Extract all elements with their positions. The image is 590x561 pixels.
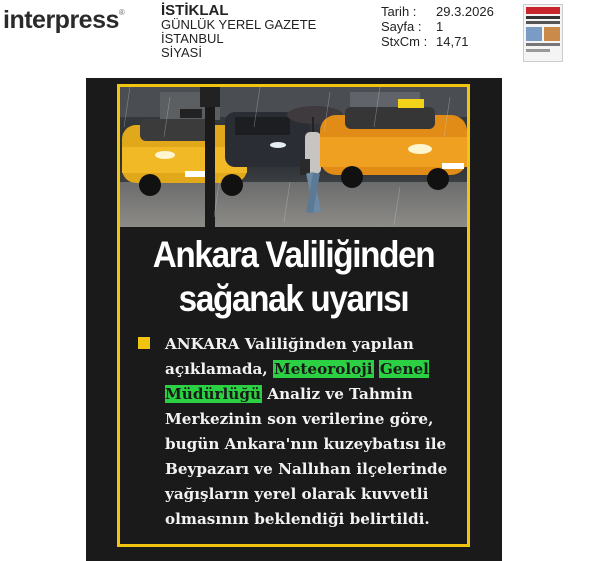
meta-value: 29.3.2026: [436, 4, 494, 19]
meta-key: StxCm :: [381, 34, 428, 49]
body-text-part: ANKARA Valiliğinden yapılan açıklamada,: [165, 335, 414, 378]
publication-name: İSTİKLAL: [161, 2, 229, 19]
meta-row-page: [381, 19, 494, 34]
logo-text: interpress: [3, 6, 119, 34]
clipping-header: [0, 0, 590, 70]
article-headline: [137, 233, 449, 321]
publication-info: [161, 4, 316, 60]
meta-value: 14,71: [436, 34, 469, 49]
clipping-meta: [381, 4, 494, 49]
meta-key: Tarih :: [381, 4, 417, 19]
publication-city: İSTANBUL: [161, 31, 224, 46]
headline-line-1: Ankara Valiliğinden: [152, 234, 435, 275]
logo-registered-mark: ®: [118, 8, 125, 17]
article-body: [165, 332, 465, 532]
body-text-part: Analiz ve Tahmin Merkezinin son verilerine göre, bugün Ankara'nın kuzeybatısı ile Beypazarı ve Nallıhan ilçelerinde yağışların yerel olarak kuvvetli olmasının beklendiği belirtildi.: [165, 385, 448, 528]
headline-line-2: sağanak uyarısı: [178, 278, 409, 319]
meta-row-stxcm: [381, 34, 494, 49]
meta-row-date: [381, 4, 494, 19]
publication-type: GÜNLÜK YEREL GAZETE: [161, 17, 317, 32]
interpress-logo: [3, 6, 124, 35]
highlighted-keyword: Meteoroloji: [273, 360, 373, 378]
highlighted-keyword: Genel Müdürlüğü: [165, 360, 429, 403]
rain-street-photo: [120, 87, 467, 227]
newspaper-page-thumbnail[interactable]: [523, 4, 563, 62]
paragraph-bullet-marker: [138, 337, 150, 349]
meta-key: Sayfa :: [381, 19, 422, 34]
publication-category: SİYASİ: [161, 45, 202, 60]
meta-value: 1: [436, 19, 444, 34]
